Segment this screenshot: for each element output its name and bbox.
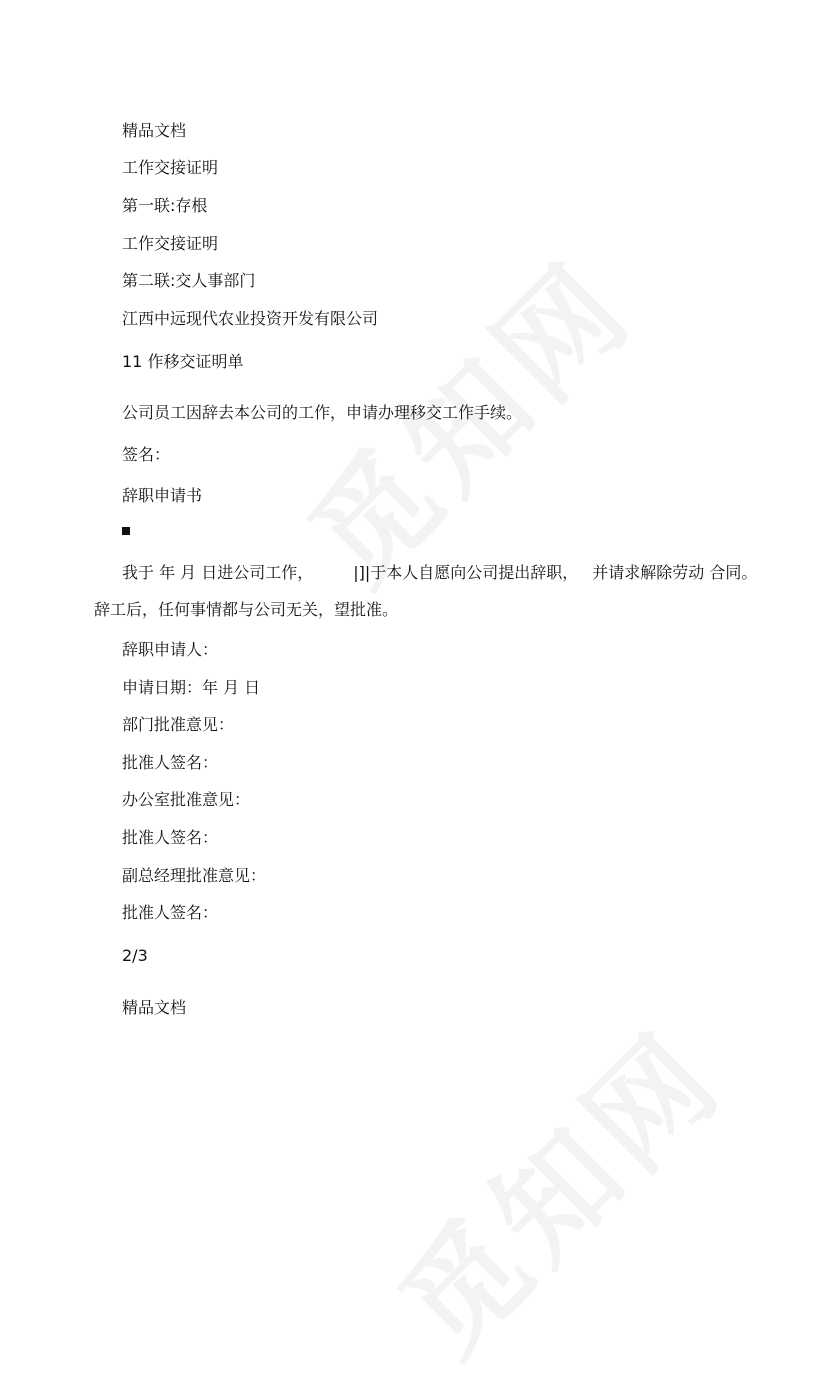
page-number: 2/3 <box>122 946 148 965</box>
copy-label-1: 第一联:存根 <box>122 196 208 215</box>
applicant-label: 辞职申请人： <box>122 640 219 659</box>
body-part-b: |]|于本人自愿向公司提出辞职， <box>353 563 579 582</box>
company-name: 江西中远现代农业投资开发有限公司 <box>122 309 379 328</box>
statement: 公司员工因辞去本公司的工作，申请办理移交工作手续。 <box>122 403 523 422</box>
body-paragraph-line-2: 辞工后，任何事情都与公司无关，望批准。 <box>94 600 399 619</box>
vp-opinion: 副总经理批准意见： <box>122 866 267 885</box>
doc-title-2: 工作交接证明 <box>122 234 219 253</box>
apply-date: 申请日期：年 月 日 <box>122 678 261 697</box>
header-label: 精品文档 <box>122 121 187 140</box>
footer-label: 精品文档 <box>122 998 187 1017</box>
bullet-mark <box>122 527 130 535</box>
body-part-c: 并请求解除劳动 合同。 <box>592 563 758 582</box>
resignation-title: 辞职申请书 <box>122 486 203 505</box>
body-part-a: 我于 年 月 日进公司工作， <box>122 563 314 582</box>
copy-label-2: 第二联:交人事部门 <box>122 271 256 290</box>
approver-signature-2: 批准人签名： <box>122 828 219 847</box>
office-opinion: 办公室批准意见： <box>122 790 251 809</box>
watermark-bottom <box>356 987 753 1384</box>
approver-signature-1: 批准人签名： <box>122 753 219 772</box>
body-paragraph-line-1 <box>122 563 757 583</box>
approver-signature-3: 批准人签名： <box>122 903 219 922</box>
doc-title-1: 工作交接证明 <box>122 158 219 177</box>
dept-opinion: 部门批准意见： <box>122 715 235 734</box>
sign-label: 签名： <box>122 445 171 464</box>
form-title: 11 作移交证明单 <box>122 352 244 371</box>
